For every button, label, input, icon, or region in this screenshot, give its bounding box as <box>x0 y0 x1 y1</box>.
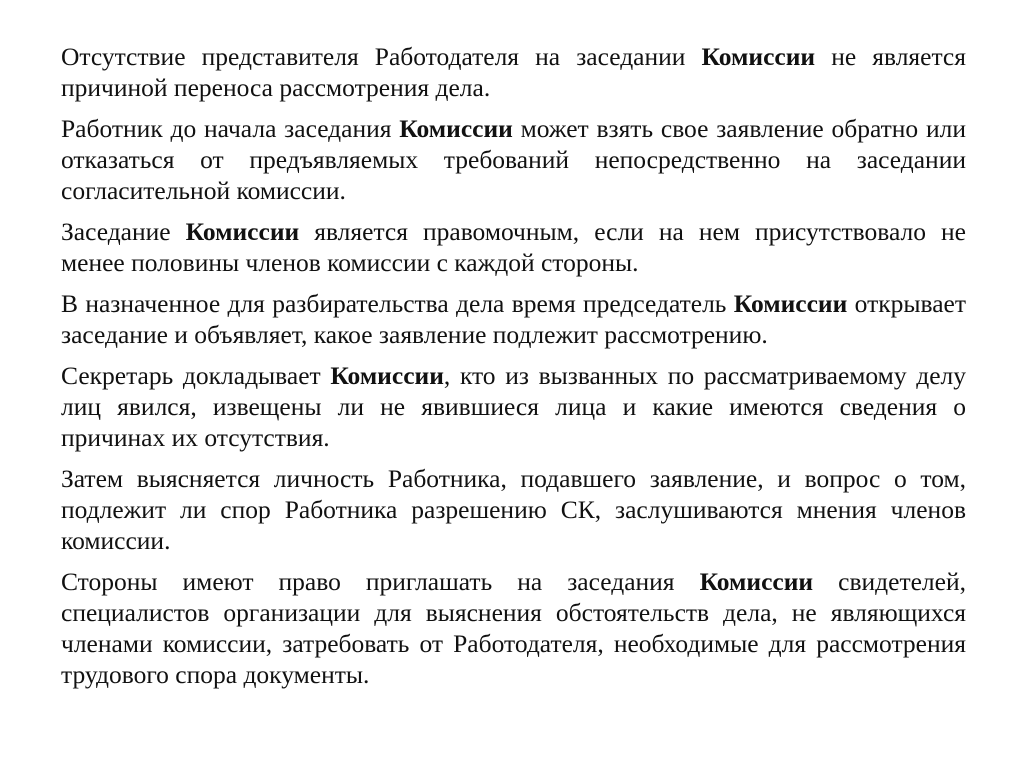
text-run: открывает заседание и объявляет, какое заявление подлежит рассмотрению. <box>61 289 966 349</box>
slide-body <box>61 41 966 700</box>
term-commission: Комиссии <box>699 567 814 596</box>
term-commission: Комиссии <box>185 217 300 246</box>
term-commission: Комиссии <box>399 114 513 143</box>
text-run: свидетелей, специалистов организации для выяснения обстоятельств дела, не являющихся членами комиссии, затребовать от Работодателя, необходимые для рассмотрения трудового спора документы. <box>61 567 966 689</box>
text-run: является правомочным, если на нем присутствовало не менее половины членов комиссии с каждой стороны. <box>61 217 966 277</box>
text-run: , кто из вызванных по рассматриваемому делу лиц явился, извещены ли не явившиеся лица и какие имеются сведения о причинах их отсутствия. <box>61 361 966 452</box>
term-commission: Комиссии <box>701 42 816 71</box>
text-run: Секретарь докладывает <box>61 361 331 390</box>
paragraph-absence-of-employer <box>61 41 966 103</box>
text-run: Работник до начала заседания <box>61 114 400 143</box>
paragraph-chair-opens-session <box>61 288 966 350</box>
text-run: В назначенное для разбирательства дела время председатель <box>61 289 734 318</box>
text-run: Стороны имеют право приглашать на заседания <box>61 567 700 596</box>
paragraph-employee-withdrawal <box>61 113 966 206</box>
text-run: не является причиной переноса рассмотрения дела. <box>61 42 966 102</box>
paragraph-secretary-report <box>61 360 966 453</box>
paragraph-quorum <box>61 216 966 278</box>
paragraph-parties-rights <box>61 566 966 690</box>
term-commission: Комиссии <box>733 289 848 318</box>
text-run: Заседание <box>61 217 186 246</box>
paragraph-identity-check <box>61 463 966 556</box>
text-run: Отсутствие представителя Работодателя на заседании <box>61 42 702 71</box>
term-commission: Комиссии <box>330 361 444 390</box>
text-run: Затем выясняется личность Работника, подавшего заявление, и вопрос о том, подлежит ли спор Работника разрешению СК, заслушиваются мнения членов комиссии. <box>61 464 966 555</box>
text-run: может взять свое заявление обратно или отказаться от предъявляемых требований непосредственно на заседании согласительной комиссии. <box>61 114 966 205</box>
